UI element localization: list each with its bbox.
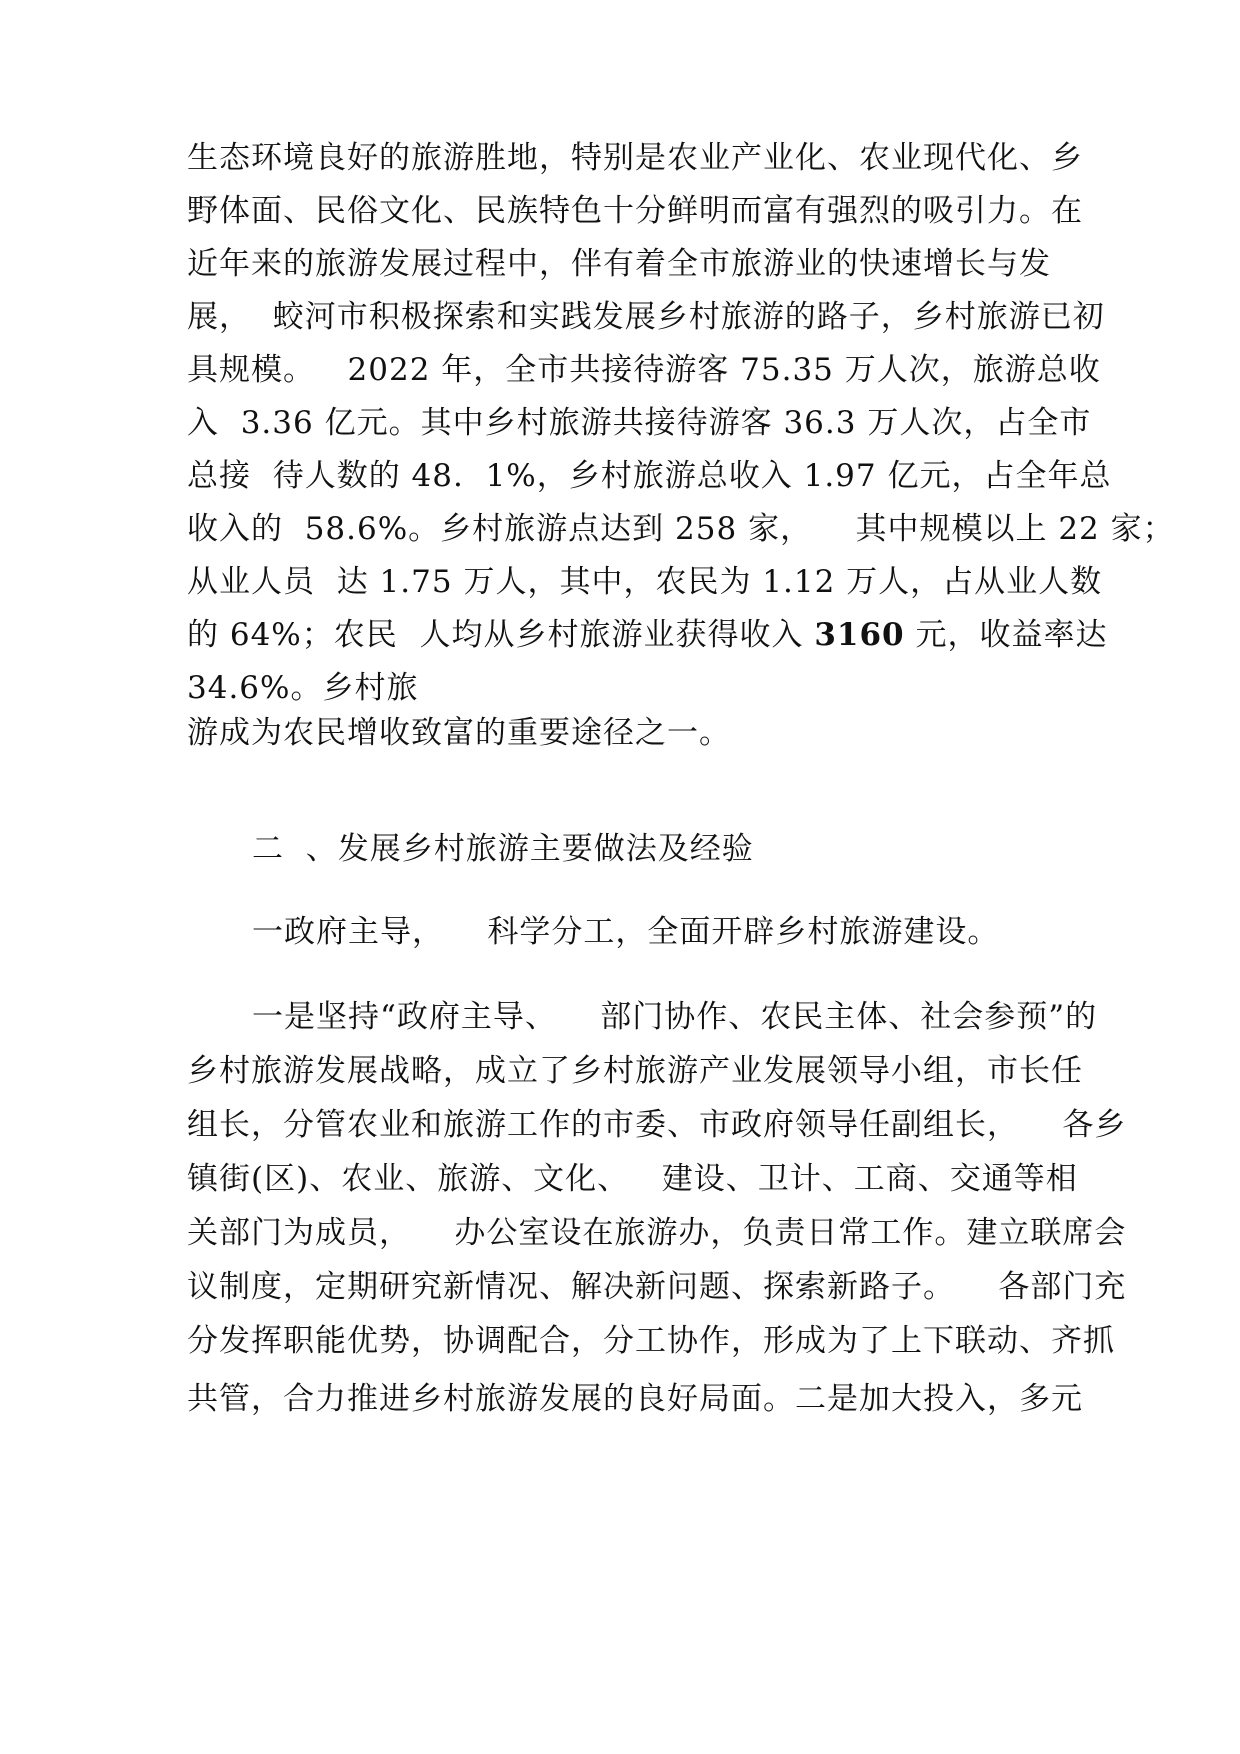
paragraph-line: 野体面、民俗文化、民族特色十分鲜明而富有强烈的吸引力。在 [187, 193, 1083, 229]
paragraph-line: 分发挥职能优势，协调配合，分工协作，形成为了上下联动、齐抓 [187, 1323, 1115, 1359]
paragraph-line: 镇街(区)、农业、旅游、文化、 建设、卫计、工商、交通等相 [187, 1161, 1078, 1197]
paragraph-line: 共管，合力推进乡村旅游发展的良好局面。二是加大投入，多元 [187, 1381, 1083, 1417]
section-heading: 二 、发展乡村旅游主要做法及经验 [252, 831, 754, 867]
text-run: 的 64%；农民 人均从乡村旅游业获得收入 [187, 617, 815, 653]
paragraph-line: 从业人员 达 1.75 万人，其中，农民为 1.12 万人，占从业人数 [187, 564, 1103, 600]
paragraph-line: 近年来的旅游发展过程中，伴有着全市旅游业的快速增长与发 [187, 246, 1051, 282]
paragraph-line: 乡村旅游发展战略，成立了乡村旅游产业发展领导小组，市长任 [187, 1053, 1083, 1089]
paragraph-line: 展， 蛟河市积极探索和实践发展乡村旅游的路子，乡村旅游已初 [187, 299, 1105, 335]
paragraph-line: 一是坚持“政府主导、 部门协作、农民主体、社会参预”的 [252, 999, 1098, 1035]
subheading: 一政府主导， 科学分工，全面开辟乡村旅游建设。 [252, 914, 1000, 950]
paragraph-line: 具规模。 2022 年，全市共接待游客 75.35 万人次，旅游总收 [187, 352, 1101, 388]
paragraph-line: 收入的 58.6%。乡村旅游点达到 258 家， 其中规模以上 22 家； [187, 511, 1175, 547]
text-run: 元，收益率达 [904, 617, 1108, 653]
paragraph-line-with-bold [187, 615, 1107, 655]
paragraph-line: 组长，分管农业和旅游工作的市委、市政府领导任副组长， 各乡 [187, 1107, 1127, 1143]
paragraph-line: 关部门为成员， 办公室设在旅游办，负责日常工作。建立联席会 [187, 1215, 1127, 1251]
paragraph-line: 游成为农民增收致富的重要途径之一。 [187, 715, 731, 751]
paragraph-line: 总接 待人数的 48. 1%，乡村旅游总收入 1.97 亿元，占全年总 [187, 458, 1112, 494]
paragraph-line: 生态环境良好的旅游胜地，特别是农业产业化、农业现代化、乡 [187, 140, 1083, 176]
paragraph-line: 34.6%。乡村旅 [187, 670, 419, 706]
bold-number: 3160 [814, 617, 905, 653]
paragraph-line: 议制度，定期研究新情况、解决新问题、探索新路子。 各部门充 [187, 1269, 1127, 1305]
paragraph-line: 入 3.36 亿元。其中乡村旅游共接待游客 36.3 万人次，占全市 [187, 405, 1092, 441]
